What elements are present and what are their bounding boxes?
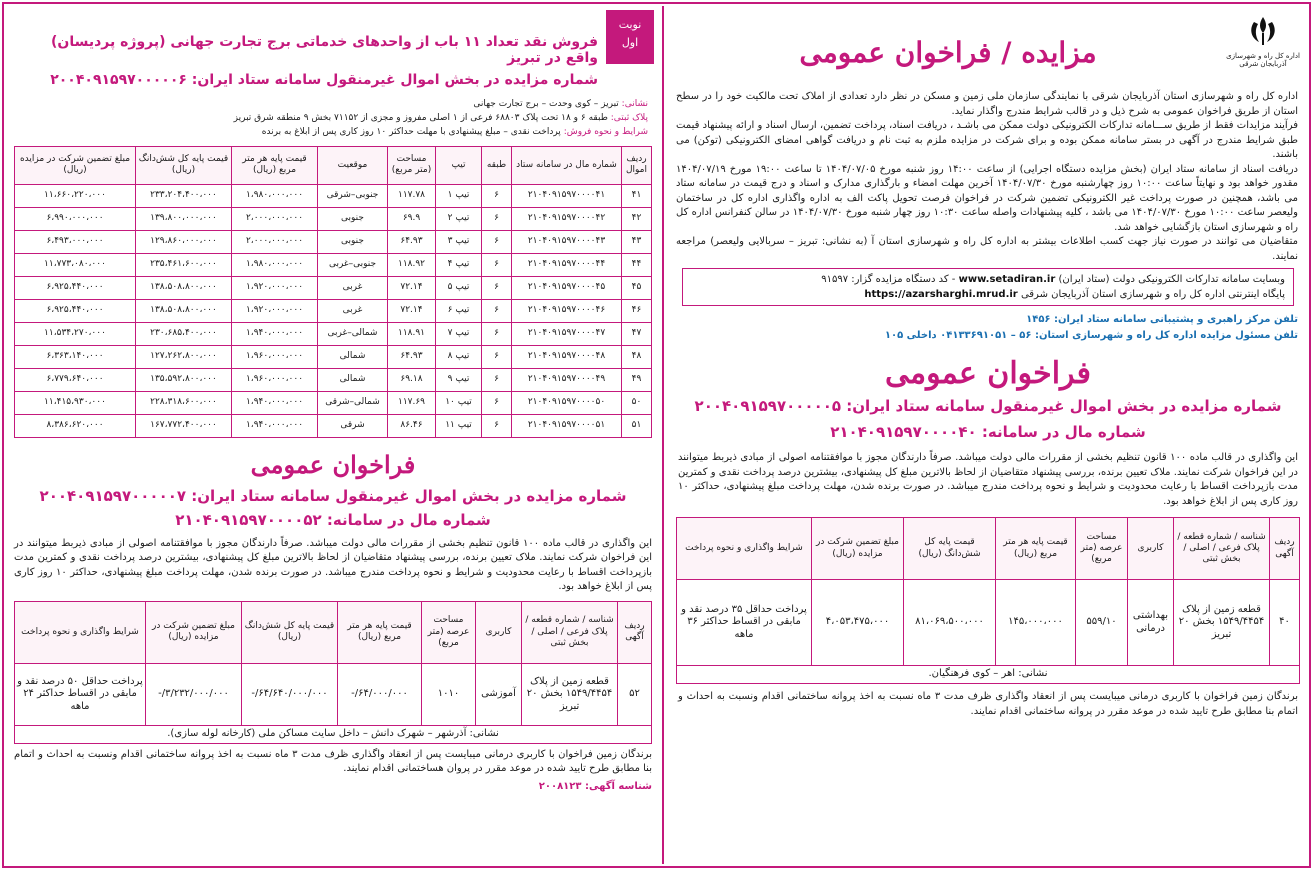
- left-footer: برندگان زمین فراخوان با کاربری درمانی میبایست پس از انعقاد واگذاری ظرف مدت ۳ ماه نسبت به اخذ پروانه ساختمانی اقدام ونسبت به احداث و اتمام بنا مطابق طرح تایید شده در موعد مقرر در پروان هساختمانی اقدام نمایند.: [14, 748, 652, 775]
- header-cell: شماره مال در سامانه ستاد: [512, 146, 622, 184]
- cell: ۲۱۰۴۰۹۱۵۹۷۰۰۰۰۴۳: [512, 230, 622, 253]
- cell: ۴۰: [1270, 580, 1300, 666]
- table-row: [15, 414, 652, 437]
- cell: جنوبی–غربی: [318, 253, 388, 276]
- address-cell: نشانی: آذرشهر – شهرک دانش – داخل سایت مساکن ملی (کارخانه لوله سازی).: [15, 725, 652, 743]
- cell: ۲۱۰۴۰۹۱۵۹۷۰۰۰۰۴۶: [512, 299, 622, 322]
- emblem-icon: [1246, 14, 1280, 48]
- paragraph-2: فرآیند مزایدات فقط از طریق ســـامانه تدارکات الکترونیکی دولت ممکن می باشـد ، دریافت اسناد، پرداخت تضمین، ارسال اسناد و ارائه پیشنهاد قیمت طبق شرایط مندرج در آگهی در بستر سامانه ممکن بوده و برای شرکت در مزایده ملزم به ثبت نام و دریافت گواهی امضای الکترونیکی (توکن) می باشند.: [676, 120, 1298, 160]
- cell: ۴۷: [622, 322, 652, 345]
- table-row: [15, 230, 652, 253]
- table-row: [15, 663, 652, 725]
- right-footer: برندگان زمین فراخوان با کاربری درمانی میبایست پس از انعقاد واگذاری ظرف مدت ۳ ماه نسبت به اخذ پروانه ساختمانی اقدام ونسبت به احداث و اتمام بنا مطابق طرح تایید شده در موعد مقرر در پروانه ساختمانی اقدام نمایند.: [678, 691, 1298, 717]
- cell: ۶،۹۲۵،۴۴۰،۰۰۰: [15, 299, 136, 322]
- cell: ۵۲: [618, 663, 652, 725]
- header-cell: شناسه / شماره قطعه / پلاک فرعی / اصلی / بخش ثبتی: [522, 601, 618, 663]
- table-row: [15, 299, 652, 322]
- org-line-1: اداره کل راه و شهرسازی: [1226, 52, 1300, 60]
- cell: ۱۱،۶۶۰،۲۲۰،۰۰۰: [15, 184, 136, 207]
- cell: ۳/۲۳۲/۰۰۰/۰۰۰/-: [146, 663, 242, 725]
- cell: پرداخت حداقل ۵۰ درصد نقد و مابقی در اقساط حداکثر ۲۴ ماهه: [15, 663, 146, 725]
- left-header: [8, 6, 658, 88]
- section-title-2: فراخوان عمومی: [885, 356, 1091, 391]
- property-number: شماره مال در سامانه: ۲۱۰۴۰۹۱۵۹۷۰۰۰۰۴۰: [830, 423, 1146, 441]
- header-cell: قیمت پایه هر متر مربع (ریال): [996, 518, 1076, 580]
- cell: ۱۱۸.۹۱: [388, 322, 436, 345]
- cell: تیپ ۹: [436, 368, 482, 391]
- left-paragraph: این واگذاری در قالب ماده ۱۰۰ قانون تنظیم بخشی از مقررات مالی دولت میباشد. صرفاً دارندگان مجوز با موافقتنامه اصولی از مبادی ذیربط میتوانند در این فراخوان شرکت نمایند. ملاک تعیین برنده، بررسی پیشنهاد متقاضیان از لحاظ بالاترین مبلغ کل پیشنهادی، بیشترین درصد پرداخت نقدی و کمترین مدت بازپرداخت اقساط با رعایت محدودیت و شرایط و نحوه پرداخت مندرج میباشد. در صورت برنده شدن، مهلت پرداخت مبلغ پیشنهادی، حداکثر ۱۰ روز کاری پس از ابلاغ خواهد بود.: [14, 537, 652, 593]
- header-cell: ردیف آگهی: [1270, 518, 1300, 580]
- cell: قطعه زمین از پلاک ۱۵۴۹/۴۴۵۴ بخش ۲۰ تبریز: [1174, 580, 1270, 666]
- paragraph-5: این واگذاری در قالب ماده ۱۰۰ قانون تنظیم بخشی از مقررات مالی دولت میباشد. صرفاً دارندگان مجوز با موافقتنامه اصولی از مبادی ذیربط میتوانند در این فراخوان شرکت نمایند. ملاک تعیین برنده، بررسی پیشنهاد متقاضیان از لحاظ بالاترین مبلغ کل پیشنهادی، بیشترین درصد پرداخت نقدی و کمترین مدت بازپرداخت اقساط با رعایت محدودیت و شرایط و نحوه پرداخت مندرج میباشد. در صورت برنده شدن، مهلت پرداخت مبلغ پیشنهادی، حداکثر ۱۰ روز کاری پس از ابلاغ خواهد بود.: [678, 452, 1298, 507]
- cell: ۲۲۸،۳۱۸،۶۰۰،۰۰۰: [136, 391, 232, 414]
- left-column: [8, 6, 658, 864]
- cell: ۴۸: [622, 345, 652, 368]
- cell: ۱۴۵،۰۰۰،۰۰۰: [996, 580, 1076, 666]
- phone-support: تلفن مرکز راهبری و پشتیبانی سامانه ستاد ایران: ۱۴۵۶: [1026, 314, 1298, 325]
- left-section-title: فراخوان عمومی: [250, 449, 416, 479]
- cell: شمالی: [318, 345, 388, 368]
- cell: ۲۱۰۴۰۹۱۵۹۷۰۰۰۰۴۱: [512, 184, 622, 207]
- table-row: [15, 184, 652, 207]
- badge-line-1: نوبت: [618, 18, 642, 31]
- cell: تیپ ۳: [436, 230, 482, 253]
- table-row-address: [677, 666, 1300, 684]
- plate-line: [14, 112, 648, 126]
- cell: ۷۲.۱۴: [388, 299, 436, 322]
- cell: شمالی–شرقی: [318, 391, 388, 414]
- cell: ۱۶۷،۷۷۲،۴۰۰،۰۰۰: [136, 414, 232, 437]
- notice-badge: [606, 10, 654, 64]
- cell: ۱۲۹،۸۶۰،۰۰۰،۰۰۰: [136, 230, 232, 253]
- cell: ۱،۹۶۰،۰۰۰،۰۰۰: [232, 368, 318, 391]
- cell: غربی: [318, 276, 388, 299]
- cell: جنوبی: [318, 207, 388, 230]
- cell: ۶۹.۹: [388, 207, 436, 230]
- cell: ۶: [482, 253, 512, 276]
- cell: ۱۱،۷۷۳،۰۸۰،۰۰۰: [15, 253, 136, 276]
- cell: ۲۱۰۴۰۹۱۵۹۷۰۰۰۰۴۹: [512, 368, 622, 391]
- cell: ۶،۹۹۰،۰۰۰،۰۰۰: [15, 207, 136, 230]
- cell: ۱،۹۲۰،۰۰۰،۰۰۰: [232, 276, 318, 299]
- table-row: [15, 345, 652, 368]
- cell: شمالی–غربی: [318, 322, 388, 345]
- header-cell: شرایط واگذاری و نحوه پرداخت: [677, 518, 812, 580]
- cell: ۶،۴۹۳،۰۰۰،۰۰۰: [15, 230, 136, 253]
- conditions-line: [14, 126, 648, 140]
- org-line-2: آذربایجان شرقی: [1239, 60, 1287, 69]
- cell: ۷۲.۱۴: [388, 276, 436, 299]
- header-cell: شناسه / شماره قطعه / پلاک فرعی / اصلی / بخش ثبتی: [1174, 518, 1270, 580]
- plate-value: طبقه ۶ و ۱۸ تحت پلاک ۶۸۸۰۳ فرعی از ۱ اصلی مفروز و مجزی از ۷۱۱۵۲ بخش ۹ منطقه شرق تبریز: [233, 112, 608, 123]
- cell: ۶،۷۷۹،۶۴۰،۰۰۰: [15, 368, 136, 391]
- ad-id: شناسه آگهی: ۲۰۰۸۱۲۳: [538, 780, 652, 792]
- cell: ۲۳۰،۶۸۵،۴۰۰،۰۰۰: [136, 322, 232, 345]
- cell: ۴۴: [622, 253, 652, 276]
- badge-line-2: اول: [621, 35, 639, 49]
- header-cell: مساحت عرصه (متر مربع): [1076, 518, 1128, 580]
- cell: شمالی: [318, 368, 388, 391]
- conditions-value: پرداخت نقدی – مبلغ پیشنهادی با مهلت حداکثر ۱۰ روز کاری پس از ابلاغ به برنده: [261, 126, 561, 137]
- cell: ۴۵: [622, 276, 652, 299]
- cell: ۶،۹۲۵،۴۴۰،۰۰۰: [15, 276, 136, 299]
- azarsharghi-link[interactable]: https://azarsharghi.mrud.ir: [864, 289, 1018, 300]
- cell: ۱۱،۵۳۴،۲۷۰،۰۰۰: [15, 322, 136, 345]
- cell: ۴۱: [622, 184, 652, 207]
- address-line: [14, 98, 648, 112]
- cell: ۶: [482, 276, 512, 299]
- cell: ۶۴/۰۰۰/۰۰۰/-: [338, 663, 422, 725]
- cell: ۸،۳۸۶،۶۲۰،۰۰۰: [15, 414, 136, 437]
- header-cell: ردیف اموال: [622, 146, 652, 184]
- paragraph-4: متقاضیان می توانند در صورت نیاز جهت کسب اطلاعات بیشتر به اداره کل راه و شهرسازی استان آ (به نشانی: تبریز – سربالایی ولیعصر) مراجعه نمایند.: [676, 236, 1298, 262]
- table-row: [15, 391, 652, 414]
- website-line-1-code: - کد دستگاه مزایده گزار: ۹۱۵۹۷: [821, 274, 956, 285]
- cell: ۱۱۸.۹۲: [388, 253, 436, 276]
- paragraph-1: اداره کل راه و شهرسازی استان آذربایجان شرقی با نمایندگی سازمان ملی زمین و مسکن در نظر دارد تعدادی از املاک تحت مالکیت خود را در سطح استان از طریق فراخوان عمومی به شرح ذیل و در قالب شرایط مندرج واگذار نماید.: [676, 91, 1298, 117]
- cell: ۲۱۰۴۰۹۱۵۹۷۰۰۰۰۴۸: [512, 345, 622, 368]
- table-row-address: [15, 725, 652, 743]
- cell: قطعه زمین از پلاک ۱۵۴۹/۴۴۵۴ بخش ۲۰ تبریز: [522, 663, 618, 725]
- column-divider: [662, 6, 664, 864]
- cell: ۱،۹۲۰،۰۰۰،۰۰۰: [232, 299, 318, 322]
- org-logo: [1226, 14, 1300, 69]
- left-table-2: [14, 601, 652, 744]
- cell: ۵۵۹/۱۰: [1076, 580, 1128, 666]
- cell: جنوبی: [318, 230, 388, 253]
- right-column: [668, 6, 1308, 864]
- auction-number: شماره مزایده در بخش اموال غیرمنقول سامانه ستاد ایران: ۲۰۰۴۰۹۱۵۹۷۰۰۰۰۰۵: [694, 397, 1282, 415]
- setadiran-link[interactable]: www.setadiran.ir: [958, 274, 1056, 285]
- address-value: تبریز – کوی وحدت – برج تجارت جهانی: [473, 99, 619, 109]
- cell: ۶: [482, 230, 512, 253]
- header-cell: کاربری: [476, 601, 522, 663]
- left-table-2-wrap: [8, 599, 658, 744]
- intro-text: [668, 72, 1308, 264]
- cell: ۴۶: [622, 299, 652, 322]
- paragraph-3: دریافت اسناد از سامانه ستاد ایران (بخش مزایده دستگاه اجرایی) از ساعت ۱۴:۰۰ روز شنبه مورخ ۱۴۰۴/۰۷/۰۵ تا ساعت ۱۹:۰۰ مورخ ۱۴۰۴/۰۷/۱۹ مقدور خواهد بود و نهایتاً ساعت ۱۰:۰۰ روز چهارشنبه مورخ ۱۴۰۴/۰۷/۳۰ آخرین مهلت امضاء و بارگذاری مدارک و اسناد و درج قیمت در سامانه ستاد می باشد، همچنین در صورت پرداخت غیر الکترونیکی تضمین شرکت در فراخوان فرصت تحویل پاکت الف به اداره واگذاری اداره کل در ساختمان ولیعصر ساعت ۱۰:۰۰ مورخ ۱۴۰۴/۰۷/۳۰ می باشد ، کلیه پیشنهادات واصله ساعت ۱۰:۳۰ روز چهار شنبه مورخ ۱۴۰۴/۰۷/۳۰ در سالن کنفرانس اداره کل راه و شهرسازی استان بازگشایی خواهد شد.: [676, 163, 1298, 233]
- left-table-1-wrap: [8, 140, 658, 438]
- cell: ۲۳۳،۲۰۴،۴۰۰،۰۰۰: [136, 184, 232, 207]
- cell: ۲۱۰۴۰۹۱۵۹۷۰۰۰۰۴۵: [512, 276, 622, 299]
- table-row: [15, 207, 652, 230]
- cell: ۶۹.۱۸: [388, 368, 436, 391]
- header-cell: مبلغ تضمین شرکت در مزایده (ریال): [15, 146, 136, 184]
- cell: ۶: [482, 184, 512, 207]
- cell: ۱۰۱۰: [422, 663, 476, 725]
- phone-office: تلفن مسئول مزایده اداره کل راه و شهرسازی استان: ۵۶ – ۰۴۱۳۳۶۹۱۰۵۱ داخلی ۱۰۵: [884, 330, 1298, 341]
- header-cell: تیپ: [436, 146, 482, 184]
- header-cell: طبقه: [482, 146, 512, 184]
- table-row: [15, 368, 652, 391]
- header-cell: قیمت پایه کل شش‌دانگ (ریال): [136, 146, 232, 184]
- table-row: [677, 580, 1300, 666]
- cell: ۱۳۹،۸۰۰،۰۰۰،۰۰۰: [136, 207, 232, 230]
- left-auction-number: شماره مزایده در بخش اموال غیرمنقول سامانه ستاد ایران: ۲۰۰۴۰۹۱۵۹۷۰۰۰۰۰۶: [50, 72, 598, 88]
- left-auction-number-2: شماره مزایده در بخش اموال غیرمنقول سامانه ستاد ایران: ۲۰۰۴۰۹۱۵۹۷۰۰۰۰۰۷: [39, 486, 627, 505]
- cell: ۶: [482, 322, 512, 345]
- header-cell: کاربری: [1128, 518, 1174, 580]
- cell: ۶: [482, 207, 512, 230]
- cell: ۱،۹۸۰،۰۰۰،۰۰۰: [232, 184, 318, 207]
- cell: تیپ ۲: [436, 207, 482, 230]
- header-cell: قیمت پایه هر متر مربع (ریال): [232, 146, 318, 184]
- plate-label: پلاک ثبتی:: [610, 112, 648, 123]
- cell: تیپ ۶: [436, 299, 482, 322]
- cell: ۱۱۷.۶۹: [388, 391, 436, 414]
- cell: ۴۹: [622, 368, 652, 391]
- cell: ۸۶.۴۶: [388, 414, 436, 437]
- cell: ۶: [482, 345, 512, 368]
- cell: شرقی: [318, 414, 388, 437]
- cell: ۲۱۰۴۰۹۱۵۹۷۰۰۰۰۴۴: [512, 253, 622, 276]
- left-table-1-header: [15, 146, 652, 184]
- phones: [668, 310, 1308, 346]
- cell: پرداخت حداقل ۳۵ درصد نقد و مابقی در اقساط حداکثر ۳۶ ماهه: [677, 580, 812, 666]
- cell: ۱،۹۴۰،۰۰۰،۰۰۰: [232, 322, 318, 345]
- cell: ۶۴.۹۳: [388, 345, 436, 368]
- right-table-header: [677, 518, 1300, 580]
- cell: تیپ ۷: [436, 322, 482, 345]
- left-property-number-2: شماره مال در سامانه: ۲۱۰۴۰۹۱۵۹۷۰۰۰۰۵۲: [175, 510, 491, 529]
- table-row: [15, 322, 652, 345]
- cell: ۵۱: [622, 414, 652, 437]
- cell: تیپ ۱۱: [436, 414, 482, 437]
- conditions-label: شرایط و نحوه فروش:: [563, 126, 648, 137]
- cell: غربی: [318, 299, 388, 322]
- cell: ۴۲: [622, 207, 652, 230]
- cell: آموزشی: [476, 663, 522, 725]
- header-cell: قیمت پایه کل شش‌دانگ (ریال): [904, 518, 996, 580]
- header-cell: قیمت پایه کل شش‌دانگ (ریال): [242, 601, 338, 663]
- cell: ۱،۹۸۰،۰۰۰،۰۰۰: [232, 253, 318, 276]
- cell: تیپ ۸: [436, 345, 482, 368]
- cell: ۱۳۵،۵۹۲،۸۰۰،۰۰۰: [136, 368, 232, 391]
- header: [668, 6, 1308, 72]
- left-table-2-header: [15, 601, 652, 663]
- cell: ۶۴.۹۳: [388, 230, 436, 253]
- header-cell: شرایط واگذاری و نحوه پرداخت: [15, 601, 146, 663]
- cell: ۸۱،۰۶۹،۵۰۰،۰۰۰: [904, 580, 996, 666]
- cell: ۲۱۰۴۰۹۱۵۹۷۰۰۰۰۴۲: [512, 207, 622, 230]
- cell: ۲،۰۰۰،۰۰۰،۰۰۰: [232, 207, 318, 230]
- cell: ۲۱۰۴۰۹۱۵۹۷۰۰۰۰۵۱: [512, 414, 622, 437]
- website-line-2-text: پایگاه اینترنتی اداره کل راه و شهرسازی استان آذربایجان شرقی: [1020, 289, 1285, 300]
- cell: ۲،۰۰۰،۰۰۰،۰۰۰: [232, 230, 318, 253]
- cell: ۱۳۸،۵۰۸،۸۰۰،۰۰۰: [136, 276, 232, 299]
- cell: تیپ ۱: [436, 184, 482, 207]
- cell: ۶: [482, 368, 512, 391]
- left-meta: [8, 88, 658, 140]
- cell: جنوبی–شرقی: [318, 184, 388, 207]
- table-row: [15, 253, 652, 276]
- cell: ۱۱۷.۷۸: [388, 184, 436, 207]
- cell: ۲۱۰۴۰۹۱۵۹۷۰۰۰۰۴۷: [512, 322, 622, 345]
- cell: تیپ ۵: [436, 276, 482, 299]
- cell: ۱،۹۴۰،۰۰۰،۰۰۰: [232, 414, 318, 437]
- right-table: [676, 517, 1300, 684]
- header-cell: ردیف آگهی: [618, 601, 652, 663]
- header-cell: موقعیت: [318, 146, 388, 184]
- cell: ۶۴/۶۴۰/۰۰۰/۰۰۰/-: [242, 663, 338, 725]
- cell: تیپ ۱۰: [436, 391, 482, 414]
- cell: ۴۳: [622, 230, 652, 253]
- cell: ۲۱۰۴۰۹۱۵۹۷۰۰۰۰۵۰: [512, 391, 622, 414]
- header-cell: مساحت عرصه (متر مربع): [422, 601, 476, 663]
- cell: ۱،۹۴۰،۰۰۰،۰۰۰: [232, 391, 318, 414]
- website-line-1: [691, 272, 1285, 287]
- header-cell: قیمت پایه هر متر مربع (ریال): [338, 601, 422, 663]
- cell: ۱،۹۶۰،۰۰۰،۰۰۰: [232, 345, 318, 368]
- cell: ۱۳۸،۵۰۸،۸۰۰،۰۰۰: [136, 299, 232, 322]
- cell: ۶: [482, 414, 512, 437]
- main-title: مزایده / فراخوان عمومی: [799, 36, 1097, 69]
- table-row: [15, 276, 652, 299]
- cell: ۵۰: [622, 391, 652, 414]
- left-table-1: [14, 146, 652, 438]
- website-box: [682, 268, 1294, 306]
- website-line-2: [691, 287, 1285, 302]
- cell: ۱۲۷،۲۶۲،۸۰۰،۰۰۰: [136, 345, 232, 368]
- cell: ۱۱،۴۱۵،۹۳۰،۰۰۰: [15, 391, 136, 414]
- header-cell: مبلغ تضمین شرکت در مزایده (ریال): [146, 601, 242, 663]
- address-label: نشانی:: [621, 99, 648, 109]
- right-table-wrap: [668, 513, 1308, 684]
- cell: تیپ ۴: [436, 253, 482, 276]
- cell: ۴،۰۵۳،۴۷۵،۰۰۰: [812, 580, 904, 666]
- header-cell: مبلغ تضمین شرکت در مزایده (ریال): [812, 518, 904, 580]
- cell: ۶: [482, 391, 512, 414]
- address-cell: نشانی: اهر – کوی فرهنگیان.: [677, 666, 1300, 684]
- cell: بهداشتی درمانی: [1128, 580, 1174, 666]
- left-title: فروش نقد تعداد ۱۱ باب از واحدهای خدماتی برج تجارت جهانی (پروژه پردیسان) واقع در تبریز: [50, 34, 598, 66]
- cell: ۶: [482, 299, 512, 322]
- header-cell: مساحت (متر مربع): [388, 146, 436, 184]
- cell: ۶،۳۶۳،۱۴۰،۰۰۰: [15, 345, 136, 368]
- website-line-1-text: وبسایت سامانه تدارکات الکترونیکی دولت (ستاد ایران): [1058, 274, 1285, 285]
- cell: ۲۳۵،۴۶۱،۶۰۰،۰۰۰: [136, 253, 232, 276]
